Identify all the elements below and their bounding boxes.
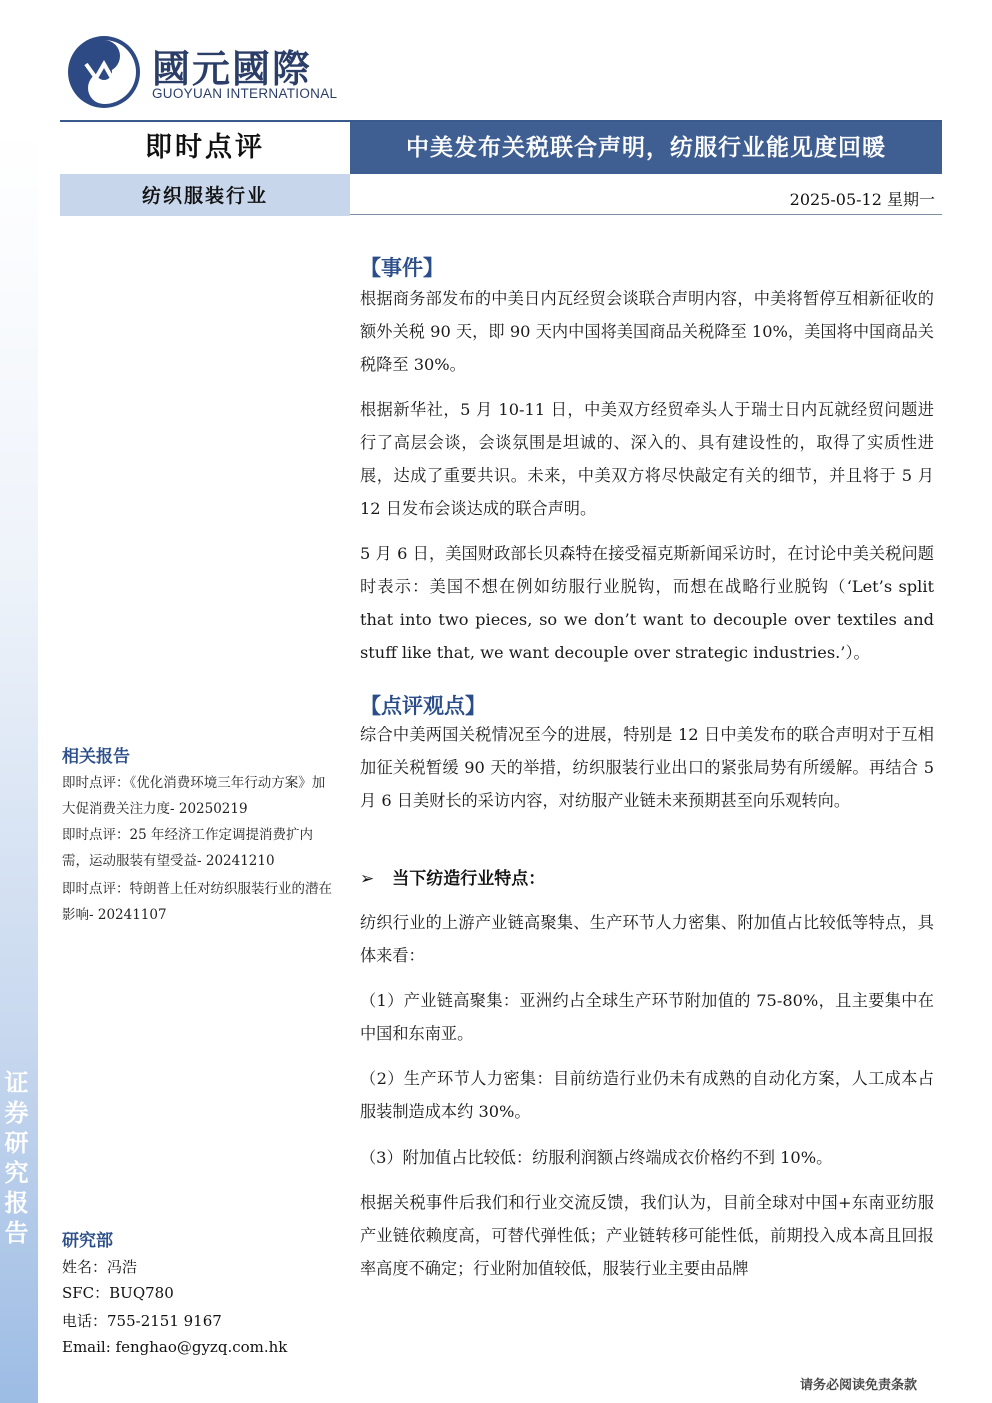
point-1: （1）产业链高聚集：亚洲约占全球生产环节附加值的 75-80%，且主要集中在中国和东南亚。 bbox=[360, 991, 934, 1043]
research-dept-title: 研究部 bbox=[62, 1231, 113, 1251]
event-paragraph-1: 根据商务部发布的中美日内瓦经贸会谈联合声明内容，中美将暂停互相新征收的额外关税 90 天，即 90 天内中国将美国商品关税降至 10%，美国将中国商品关税降至 30%。 bbox=[360, 289, 934, 374]
sub-heading-text: 当下纺造行业特点： bbox=[392, 869, 546, 889]
report-date: 2025-05-12 星期一 bbox=[789, 190, 935, 209]
analyst-phone: 电话：755-2151 9167 bbox=[62, 1312, 222, 1330]
date-rule bbox=[350, 214, 942, 215]
logo-name-cn: 國元國際 bbox=[152, 47, 313, 91]
related-reports-title: 相关报告 bbox=[62, 747, 130, 767]
view-section-title: 【点评观点】 bbox=[360, 694, 486, 718]
analyst-sfc: SFC：BUQ780 bbox=[62, 1284, 174, 1302]
arrow-bullet-icon: ➢ bbox=[360, 869, 375, 889]
event-paragraph-2: 根据新华社，5 月 10-11 日，中美双方经贸牵头人于瑞士日内瓦就经贸问题进行了高层会谈，会谈氛围是坦诚的、深入的、具有建设性的，取得了实质性进展，达成了重要共识。未来，中美双方将尽快敲定有关的细节，并且将于 5 月 12 日发布会谈达成的联合声明。 bbox=[360, 400, 934, 518]
side-band-text: 证券研究报告 bbox=[0, 1070, 29, 1250]
sub-heading bbox=[360, 864, 545, 889]
conclusion-paragraph: 根据关税事件后我们和行业交流反馈，我们认为，目前全球对中国+东南亚纺服产业链依赖度高，可替代弹性低；产业链转移可能性低，前期投入成本高且回报率高度不确定；行业附加值较低，服装行业主要由品牌 bbox=[360, 1193, 934, 1278]
logo-name-en: GUOYUAN INTERNATIONAL bbox=[152, 86, 338, 101]
industry-label: 纺织服装行业 bbox=[60, 174, 350, 216]
related-report-3[interactable]: 即时点评：特朗普上任对纺织服装行业的潜在影响- 20241107 bbox=[62, 881, 332, 923]
view-paragraph: 综合中美两国关税情况至今的进展，特别是 12 日中美发布的联合声明对于互相加征关税暂缓 90 天的举措，纺织服装行业出口的紧张局势有所缓解。再结合 5 月 6 日美财长的采访内容，对纺服产业链未来预期甚至向乐观转向。 bbox=[360, 725, 934, 810]
point-2: （2）生产环节人力密集：目前纺造行业仍未有成熟的自动化方案，人工成本占服装制造成本约 30%。 bbox=[360, 1069, 934, 1121]
intro-paragraph: 纺织行业的上游产业链高聚集、生产环节人力密集、附加值占比较低等特点，具体来看： bbox=[360, 913, 934, 965]
analyst-name: 姓名：冯浩 bbox=[62, 1258, 138, 1276]
point-3: （3）附加值占比较低：纺服利润额占终端成衣价格约不到 10%。 bbox=[360, 1148, 833, 1167]
report-type: 即时点评 bbox=[60, 124, 350, 172]
related-report-1[interactable]: 即时点评：《优化消费环境三年行动方案》加大促消费关注力度- 20250219 bbox=[62, 775, 326, 817]
event-section-title: 【事件】 bbox=[360, 256, 444, 280]
related-report-2[interactable]: 即时点评：25 年经济工作定调提消费扩内需，运动服装有望受益- 20241210 bbox=[62, 827, 313, 869]
report-title: 中美发布关税联合声明，纺服行业能见度回暖 bbox=[350, 122, 942, 174]
disclaimer-note[interactable]: 请务必阅读免责条款 bbox=[800, 1378, 918, 1393]
analyst-email[interactable]: Email: fenghao@gyzq.com.hk bbox=[62, 1338, 288, 1356]
event-paragraph-3: 5 月 6 日，美国财政部长贝森特在接受福克斯新闻采访时，在讨论中美关税问题时表示：美国不想在例如纺服行业脱钩，而想在战略行业脱钩（‘Let’s split that into two pieces, so we don’t want to decouple over textiles and stuff like that, we want decouple over strategic industries.’）。 bbox=[360, 544, 934, 662]
guoyuan-logo-icon bbox=[66, 34, 142, 110]
